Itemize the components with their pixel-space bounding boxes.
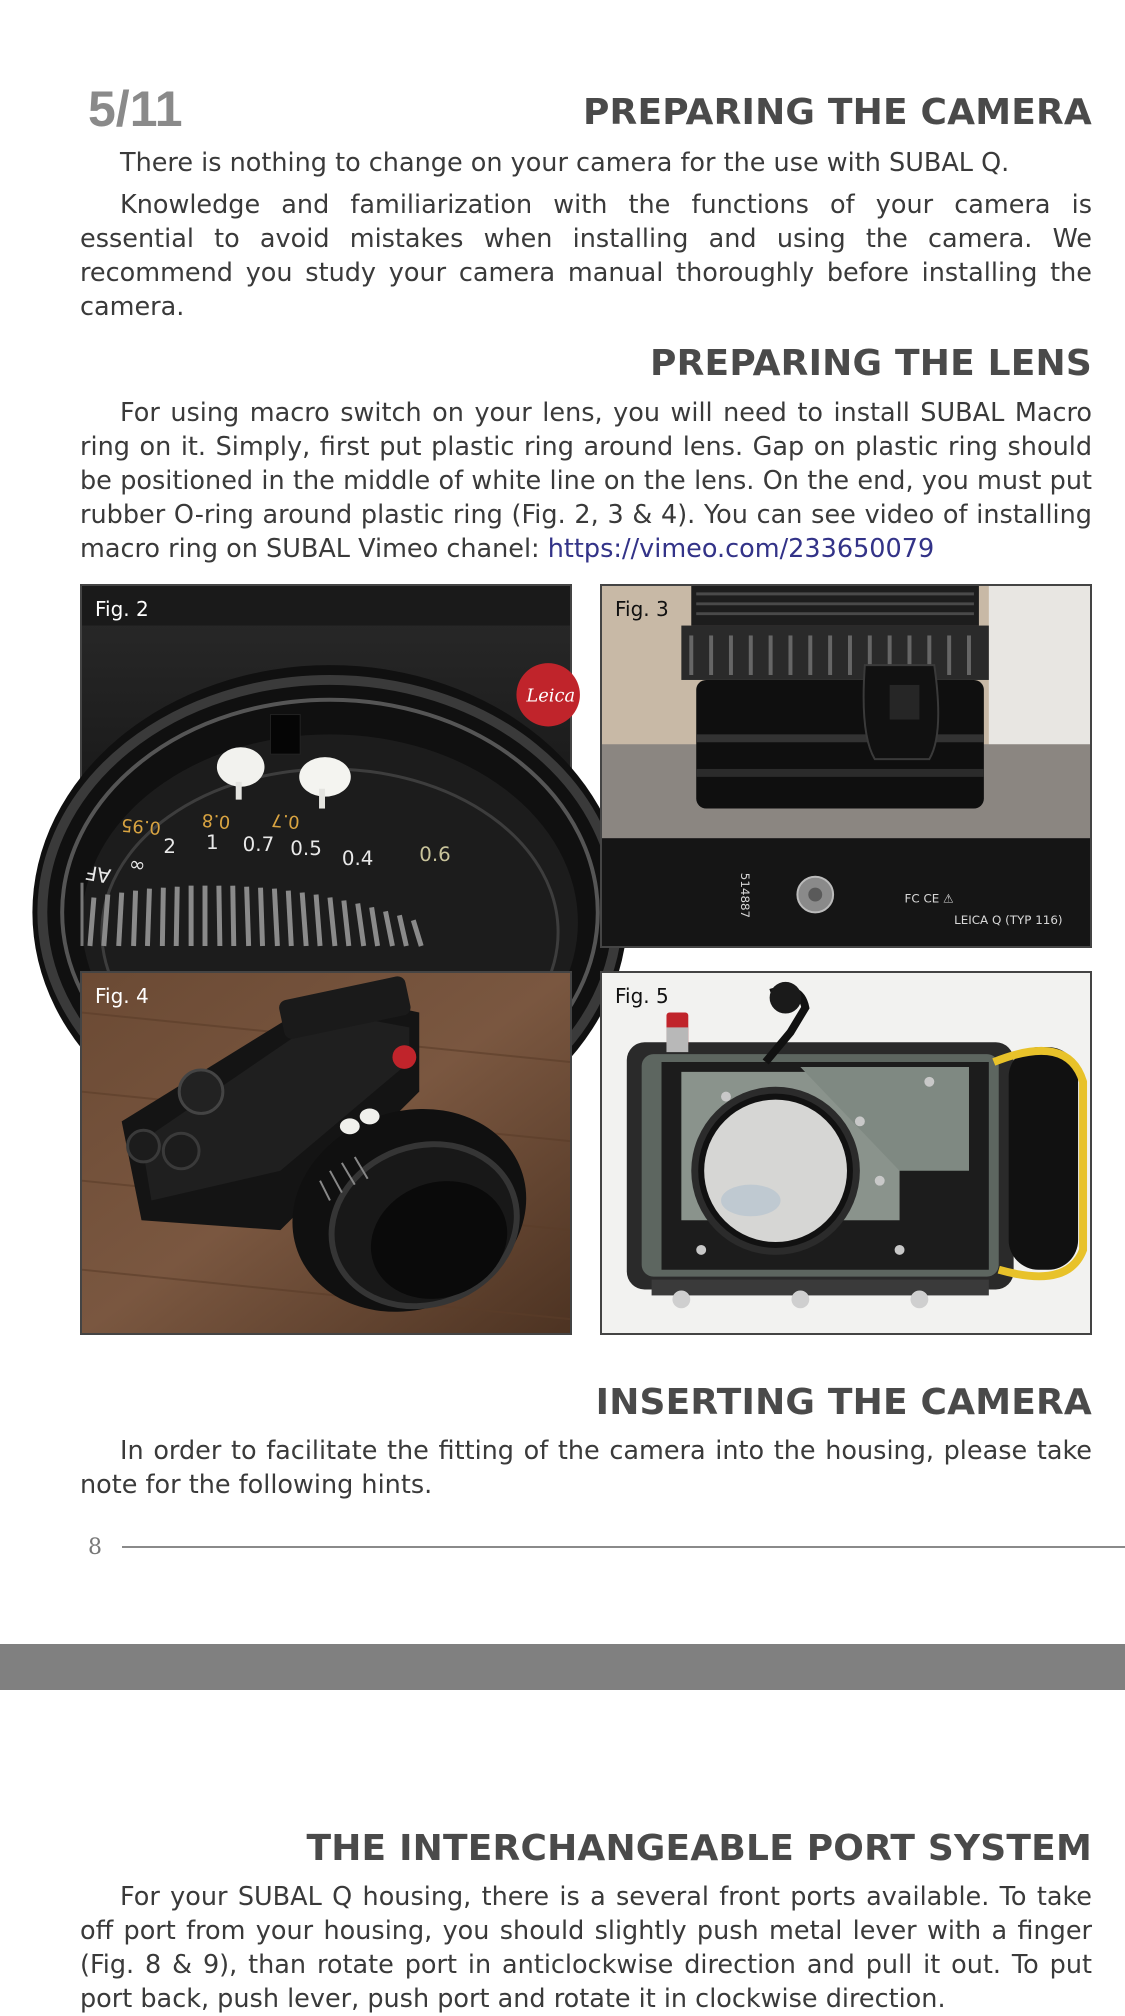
figure-2-label: Fig. 2 <box>95 597 149 621</box>
camera-lens-side-illustration <box>602 586 1090 946</box>
figure-3-lens-with-ring-side <box>600 584 1092 948</box>
figure-4-label: Fig. 4 <box>95 984 149 1008</box>
svg-text:FC CE ⚠: FC CE ⚠ <box>904 891 954 906</box>
vimeo-link[interactable]: https://vimeo.com/233650079 <box>547 534 935 564</box>
lens-instructions-text: For using macro switch on your lens, you will need to install SUBAL Macro ring on it. Simply, first put plastic ring around lens. Gap on plastic ring should be positioned in the middle of white line on the lens. On the end, you must put rubber O-ring around plastic ring (Fig. 2, 3 & 4). You can see video of installing macro ring on SUBAL Vimeo chanel: <box>80 398 1092 564</box>
page-counter: 5/11 <box>88 81 183 137</box>
page-number: 8 <box>88 1535 102 1560</box>
svg-text:0.8: 0.8 <box>201 808 232 833</box>
svg-text:0.5: 0.5 <box>290 837 322 861</box>
paragraph-lens-instructions <box>80 396 1092 566</box>
heading-preparing-lens: PREPARING THE LENS <box>650 343 1092 384</box>
svg-text:514887: 514887 <box>737 872 752 919</box>
lens-macro-ring-illustration <box>82 586 576 946</box>
paragraph-inserting-hints: In order to facilitate the fitting of the camera into the housing, please take note for the following hints. <box>80 1436 1092 1500</box>
paragraph-camera-intro: There is nothing to change on your camera for the use with SUBAL Q. <box>120 148 1010 178</box>
figure-3-label: Fig. 3 <box>615 597 669 621</box>
figure-5-housing-interior <box>600 971 1092 1335</box>
paragraph-port-system: For your SUBAL Q housing, there is a several front ports available. To take off port from your housing, you should slightly push metal lever with a finger (Fig. 8 & 9), than rotate port in anticlockwise direction and pull it out. To put port back, push lever, push port and rotate it in clockwise direction. <box>80 1882 1092 2014</box>
svg-text:0.6: 0.6 <box>419 842 451 866</box>
svg-text:Leica: Leica <box>526 685 576 707</box>
svg-text:0.95: 0.95 <box>120 813 162 839</box>
page-separator-bar <box>0 1644 1125 1690</box>
heading-preparing-camera: PREPARING THE CAMERA <box>582 92 1092 133</box>
svg-text:∞: ∞ <box>126 852 148 879</box>
paragraph-camera-knowledge: Knowledge and familiarization with the functions of your camera is essential to avoid mistakes when installing and using the camera. We recommend you study your camera manual thoroughly before installing the camera. <box>80 190 1092 322</box>
svg-text:0.7: 0.7 <box>270 808 301 833</box>
figure-5-label: Fig. 5 <box>615 984 669 1008</box>
svg-text:0.7: 0.7 <box>242 833 275 857</box>
heading-inserting-camera: INSERTING THE CAMERA <box>595 1382 1092 1423</box>
svg-text:0.4: 0.4 <box>341 846 374 870</box>
heading-port-system: THE INTERCHANGEABLE PORT SYSTEM <box>306 1828 1092 1869</box>
figure-4-camera-with-ring <box>80 971 572 1335</box>
svg-text:AF: AF <box>83 860 113 888</box>
footer-divider <box>122 1546 1125 1548</box>
underwater-housing-open-illustration <box>602 973 1090 1333</box>
svg-text:LEICA Q (TYP 116): LEICA Q (TYP 116) <box>954 913 1063 928</box>
svg-text:2: 2 <box>163 835 176 859</box>
camera-on-wooden-table-illustration <box>82 973 570 1333</box>
figure-2-macro-ring-closeup <box>80 584 576 948</box>
svg-text:1: 1 <box>205 831 219 855</box>
